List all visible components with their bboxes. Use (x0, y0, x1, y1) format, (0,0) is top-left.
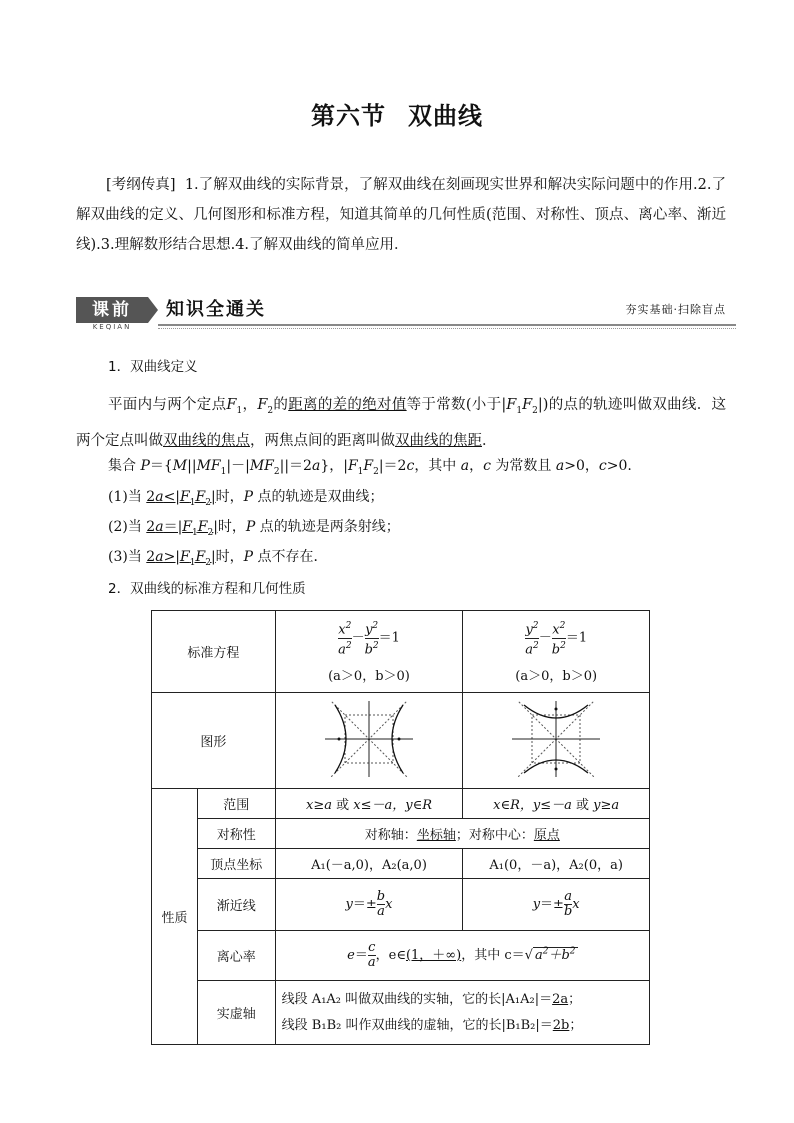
row-label-asymptote: 渐近线 (197, 879, 275, 931)
focal-distance-term: 双曲线的焦距 (395, 432, 482, 449)
case-1: (1)当 $2a<|F_1F_2|$时，P 点的轨迹是双曲线； (108, 489, 384, 508)
table-row: 顶点坐标 A₁(－a,0)，A₂(a,0) A₁(0，－a)，A₂(0，a) (152, 849, 650, 879)
row-label-vertex: 顶点坐标 (197, 849, 275, 879)
case-3: (3)当 $2a>|F_1F_2|$时，P 点不存在． (108, 549, 328, 568)
table-row (152, 693, 650, 789)
definition-key-term: 距离的差的绝对值 (288, 397, 407, 413)
table-row: 对称性 对称轴：坐标轴；对称中心：原点 (152, 819, 650, 849)
set-definition: 集合 $P=\{M||MF_1|-|MF_2||=2a\}$，$|F_1F_2|=2c$，其中 a，c 为常数且 a>0，c>0. (108, 458, 632, 477)
syllabus-paragraph (76, 170, 726, 260)
banner-arrow (148, 297, 158, 323)
hyperbola-y-figure (512, 701, 600, 777)
section-banner (76, 297, 736, 333)
table-row: 性质 范围 x≥a 或 x≤－a，y∈R x∈R，y≤－a 或 y≥a (152, 789, 650, 819)
row-label-range: 范围 (197, 789, 275, 819)
row-label-axes: 实虚轴 (197, 981, 275, 1045)
banner-sub: KEQIAN (92, 323, 132, 331)
table-row: 实虚轴 线段 A₁A₂ 叫做双曲线的实轴，它的长|A₁A₂|＝2a； 线段 B₁B₂ 叫作双曲线的虚轴，它的长|B₁B₂|＝2b； (152, 981, 650, 1045)
page-title: 第六节 双曲线 (311, 102, 483, 130)
properties-table (151, 610, 650, 1045)
banner-rule-dotted (158, 328, 736, 329)
case-2: (2)当 $2a=|F_1F_2|$时，P 点的轨迹是两条射线； (108, 519, 400, 538)
table-row: 渐近线 y＝± $\frac{b}{a}$ x y＝± $\frac{a}{b}$ x (152, 879, 650, 931)
hyperbola-x-figure (325, 701, 413, 777)
syllabus-text: 1.了解双曲线的实际背景，了解双曲线在刻画现实世界和解决实际问题中的作用.2.了解双曲线的定义、几何图形和标准方程，知道其简单的几何性质(范围、对称性、顶点、离心率、渐近线).3.理解数形结合思想.4.了解双曲线的简单应用． (76, 177, 726, 253)
figure-y-axis-hyperbola (463, 693, 650, 789)
equation-y-axis: $\frac{y^2}{a^2}$ － $\frac{x^2}{b^2}$ ＝1 (a＞0，b＞0) (463, 611, 650, 693)
banner-label: 课前 (76, 297, 148, 323)
figure-x-axis-hyperbola (275, 693, 463, 789)
focus-term: 双曲线的焦点 (163, 432, 250, 449)
equation-x-axis: $\frac{x^2}{a^2}$ － $\frac{y^2}{b^2}$ ＝1 (a＞0，b＞0) (275, 611, 463, 693)
row-label-symmetry: 对称性 (197, 819, 275, 849)
banner-tag: 夯实基础·扫除盲点 (625, 303, 726, 316)
section1-heading: 1．双曲线定义 (108, 359, 198, 375)
table-row (152, 611, 650, 693)
section2-heading: 2．双曲线的标准方程和几何性质 (108, 581, 306, 597)
definition-paragraph: 平面内与两个定点$F_1$，$F_2$的距离的差的绝对值等于常数(小于$|F_1F_2|$)的点的轨迹叫做双曲线．这两个定点叫做双曲线的焦点，两焦点间的距离叫做双曲线的焦距． (76, 397, 727, 449)
row-label-figure: 图形 (152, 693, 276, 789)
row-label-standard-equation: 标准方程 (152, 611, 276, 693)
syllabus-tag: [考纲传真] (106, 177, 176, 193)
banner-rule (158, 324, 736, 326)
banner-title: 知识全通关 (166, 299, 266, 320)
row-label-eccentricity: 离心率 (197, 931, 275, 981)
table-row: 离心率 e＝ $\frac{c}{a}$ ，e∈(1，＋∞)，其中 c＝√ $a^2+b^2$ (152, 931, 650, 981)
group-label-properties: 性质 (152, 789, 198, 1045)
